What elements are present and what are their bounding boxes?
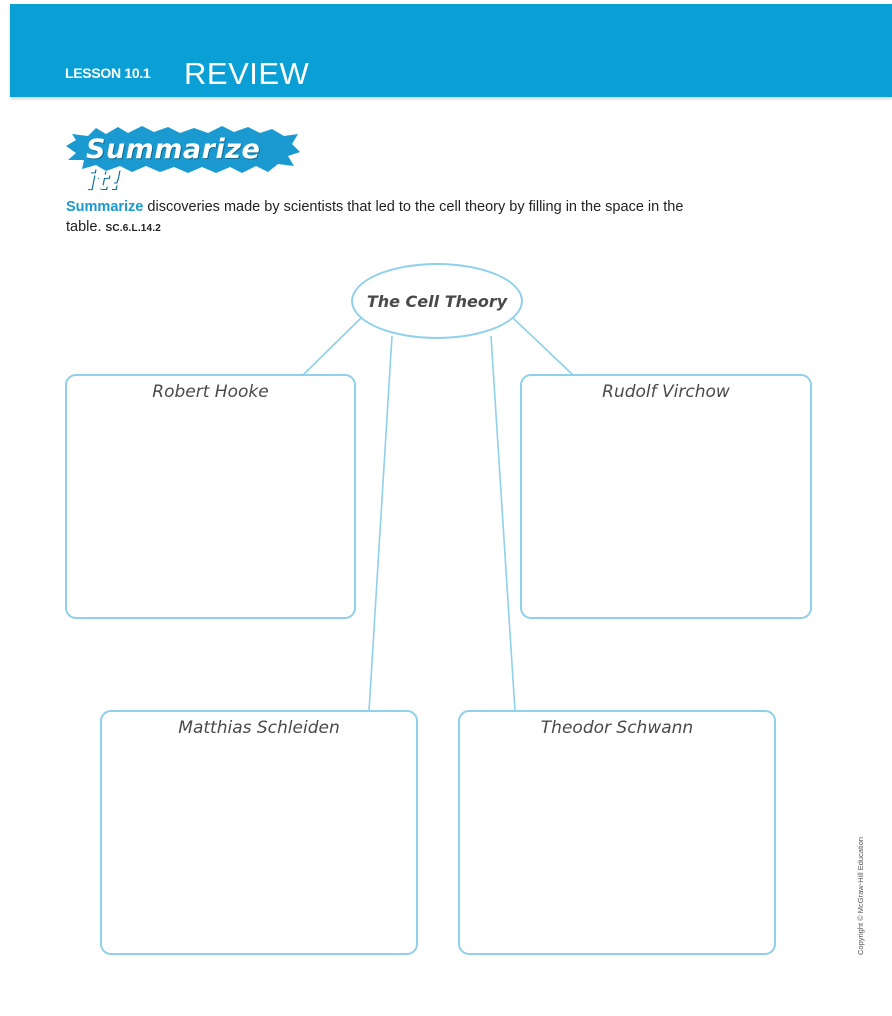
connector-line-virchow <box>513 318 573 375</box>
answer-box-theodor-schwann[interactable] <box>458 710 776 955</box>
lesson-number: LESSON 10.1 <box>65 65 151 81</box>
answer-box-rudolf-virchow[interactable] <box>520 374 812 619</box>
cell-theory-title: The Cell Theory <box>366 291 508 311</box>
connector-line-schwann <box>491 336 515 711</box>
connector-line-schleiden <box>369 336 392 711</box>
answer-box-robert-hooke[interactable] <box>65 374 356 619</box>
instruction-text: discoveries made by scientists that led to the cell theory by filling in the space in the table. <box>66 199 684 235</box>
cell-theory-oval <box>351 263 523 339</box>
answer-box-matthias-schleiden[interactable] <box>100 710 418 955</box>
box-title: Theodor Schwann <box>540 718 694 738</box>
review-title: REVIEW <box>184 56 310 91</box>
box-title: Rudolf Virchow <box>602 382 730 402</box>
copyright-notice: Copyright © McGraw-Hill Education <box>856 836 865 955</box>
summarize-it-label: Summarize it! <box>86 134 261 196</box>
instruction-verb: Summarize <box>66 199 144 215</box>
box-title: Matthias Schleiden <box>178 718 340 738</box>
box-title: Robert Hooke <box>152 382 269 402</box>
standard-code: SC.6.L.14.2 <box>105 223 162 234</box>
connector-line-hooke <box>303 318 361 375</box>
